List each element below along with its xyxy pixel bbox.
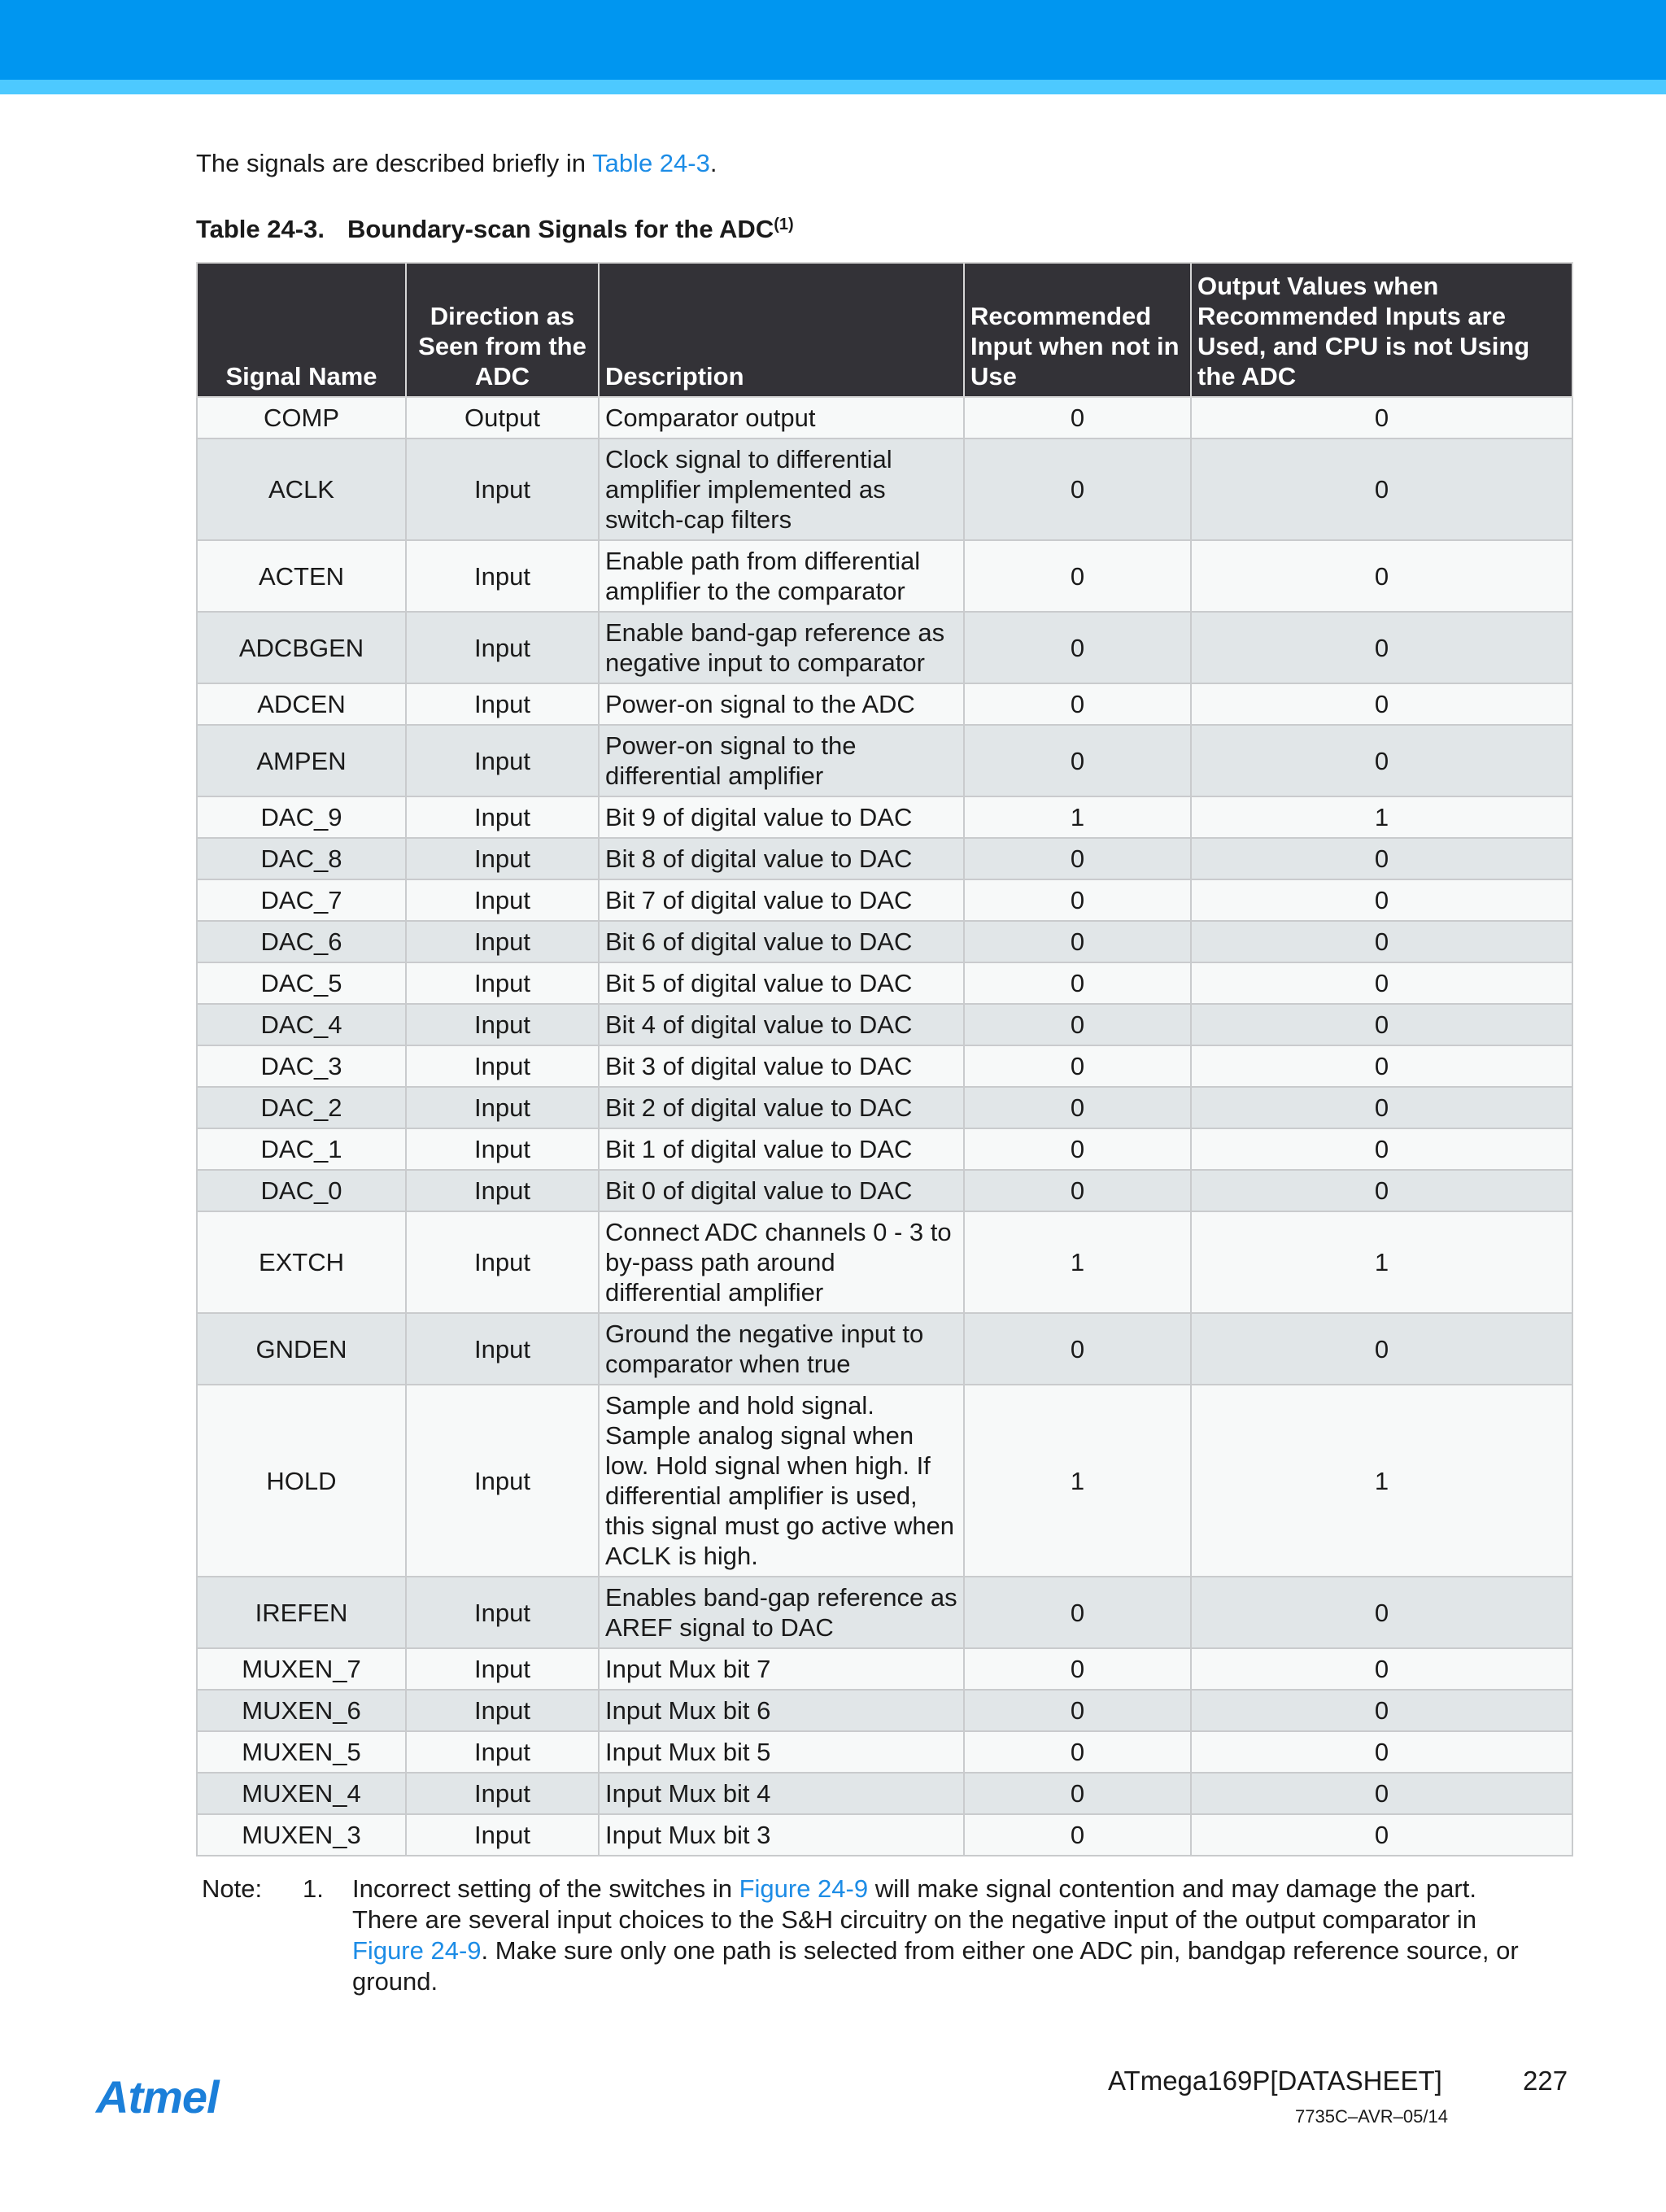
intro-period: . (709, 149, 717, 177)
table-row (197, 438, 1572, 540)
cell-signal-name: DAC_6 (197, 921, 406, 962)
cell-description: Input Mux bit 5 (599, 1731, 964, 1773)
cell-recommended-input: 1 (964, 796, 1191, 838)
cell-description: Bit 3 of digital value to DAC (599, 1045, 964, 1087)
cell-recommended-input: 0 (964, 1814, 1191, 1856)
cell-signal-name: GNDEN (197, 1313, 406, 1385)
cell-output-value: 0 (1191, 962, 1572, 1004)
cell-direction: Input (406, 1087, 599, 1128)
table-row (197, 1731, 1572, 1773)
cell-description: Power-on signal to the differential amplifier (599, 725, 964, 796)
cell-direction: Input (406, 1313, 599, 1385)
note-text (352, 1874, 1548, 1997)
figure-link[interactable]: Figure 24-9 (352, 1936, 482, 1965)
note-text-part: will make signal contention and may damage the part. There are several input choices to the S&H circuitry on the negative input of the output comparator in (352, 1874, 1476, 1934)
cell-description: Bit 5 of digital value to DAC (599, 962, 964, 1004)
cell-description: Bit 9 of digital value to DAC (599, 796, 964, 838)
table-row (197, 612, 1572, 683)
cell-output-value: 0 (1191, 1087, 1572, 1128)
cell-recommended-input: 0 (964, 1004, 1191, 1045)
cell-signal-name: DAC_8 (197, 838, 406, 879)
cell-signal-name: ADCBGEN (197, 612, 406, 683)
cell-direction: Input (406, 1690, 599, 1731)
cell-output-value: 0 (1191, 540, 1572, 612)
cell-output-value: 0 (1191, 1045, 1572, 1087)
cell-direction: Input (406, 962, 599, 1004)
footnote-ref: (1) (774, 216, 794, 233)
cell-recommended-input: 0 (964, 1648, 1191, 1690)
cell-recommended-input: 1 (964, 1385, 1191, 1577)
cell-direction: Input (406, 1004, 599, 1045)
header-output-values: Output Values when Recommended Inputs are Used, and CPU is not Using the ADC (1191, 263, 1572, 397)
table-row (197, 1170, 1572, 1211)
cell-recommended-input: 0 (964, 1731, 1191, 1773)
cell-direction: Input (406, 1814, 599, 1856)
cell-description: Input Mux bit 6 (599, 1690, 964, 1731)
cell-description: Bit 0 of digital value to DAC (599, 1170, 964, 1211)
cell-description: Input Mux bit 7 (599, 1648, 964, 1690)
cell-signal-name: DAC_3 (197, 1045, 406, 1087)
cell-recommended-input: 0 (964, 1045, 1191, 1087)
cell-recommended-input: 0 (964, 438, 1191, 540)
cell-description: Enables band-gap reference as AREF signal to DAC (599, 1577, 964, 1648)
table-row (197, 1648, 1572, 1690)
cell-recommended-input: 0 (964, 921, 1191, 962)
cell-direction: Input (406, 838, 599, 879)
cell-recommended-input: 0 (964, 1690, 1191, 1731)
cell-signal-name: EXTCH (197, 1211, 406, 1313)
table-row (197, 1313, 1572, 1385)
cell-output-value: 0 (1191, 838, 1572, 879)
cell-output-value: 0 (1191, 1773, 1572, 1814)
cell-description: Enable path from differential amplifier to the comparator (599, 540, 964, 612)
cell-signal-name: DAC_4 (197, 1004, 406, 1045)
cell-signal-name: DAC_2 (197, 1087, 406, 1128)
note-text-part: . Make sure only one path is selected from either one ADC pin, bandgap reference source, or ground. (352, 1936, 1519, 1996)
table-row (197, 1087, 1572, 1128)
table-row (197, 1577, 1572, 1648)
cell-signal-name: ACLK (197, 438, 406, 540)
cell-direction: Input (406, 1773, 599, 1814)
note-number: 1. (303, 1874, 324, 1903)
header-description: Description (599, 263, 964, 397)
table-row (197, 962, 1572, 1004)
cell-recommended-input: 0 (964, 612, 1191, 683)
cell-output-value: 1 (1191, 796, 1572, 838)
boundary-scan-table (196, 262, 1573, 1856)
cell-description: Bit 8 of digital value to DAC (599, 838, 964, 879)
cell-recommended-input: 0 (964, 1577, 1191, 1648)
cell-recommended-input: 0 (964, 962, 1191, 1004)
cell-recommended-input: 0 (964, 683, 1191, 725)
cell-output-value: 0 (1191, 725, 1572, 796)
cell-recommended-input: 0 (964, 1087, 1191, 1128)
table-row (197, 796, 1572, 838)
cell-direction: Input (406, 1045, 599, 1087)
cell-signal-name: DAC_9 (197, 796, 406, 838)
cell-signal-name: AMPEN (197, 725, 406, 796)
cell-direction: Input (406, 540, 599, 612)
cell-signal-name: DAC_1 (197, 1128, 406, 1170)
cell-signal-name: COMP (197, 397, 406, 438)
cell-description: Ground the negative input to comparator when true (599, 1313, 964, 1385)
intro-paragraph (196, 147, 717, 180)
cell-recommended-input: 1 (964, 1211, 1191, 1313)
cell-direction: Input (406, 796, 599, 838)
cell-output-value: 0 (1191, 612, 1572, 683)
logo-text: Atmel (96, 2071, 219, 2123)
cell-signal-name: MUXEN_3 (197, 1814, 406, 1856)
cell-direction: Output (406, 397, 599, 438)
table-number: Table 24-3. (196, 215, 325, 243)
cell-description: Sample and hold signal. Sample analog signal when low. Hold signal when high. If differential amplifier is used, this signal must go active when ACLK is high. (599, 1385, 964, 1577)
cell-output-value: 0 (1191, 1814, 1572, 1856)
table-caption (196, 213, 794, 246)
cell-signal-name: IREFEN (197, 1577, 406, 1648)
cell-output-value: 0 (1191, 921, 1572, 962)
header-stripe (0, 80, 1666, 94)
cell-recommended-input: 0 (964, 838, 1191, 879)
table-row (197, 838, 1572, 879)
cell-direction: Input (406, 1170, 599, 1211)
cell-recommended-input: 0 (964, 540, 1191, 612)
header-recommended-input: Recommended Input when not in Use (964, 263, 1191, 397)
cell-output-value: 1 (1191, 1385, 1572, 1577)
atmel-logo (96, 2070, 242, 2123)
cell-description: Connect ADC channels 0 - 3 to by-pass path around differential amplifier (599, 1211, 964, 1313)
cell-direction: Input (406, 1648, 599, 1690)
cell-signal-name: DAC_0 (197, 1170, 406, 1211)
table-row (197, 540, 1572, 612)
table-row (197, 879, 1572, 921)
cell-output-value: 0 (1191, 1004, 1572, 1045)
figure-link[interactable]: Figure 24-9 (739, 1874, 869, 1903)
header-bar (0, 0, 1666, 80)
cell-recommended-input: 0 (964, 397, 1191, 438)
cell-recommended-input: 0 (964, 1773, 1191, 1814)
table-header-row (197, 263, 1572, 397)
cell-signal-name: MUXEN_4 (197, 1773, 406, 1814)
cell-recommended-input: 0 (964, 725, 1191, 796)
cell-direction: Input (406, 725, 599, 796)
cell-direction: Input (406, 1128, 599, 1170)
table-row (197, 1128, 1572, 1170)
table-row (197, 683, 1572, 725)
table-row (197, 725, 1572, 796)
intro-text: The signals are described briefly in (196, 149, 593, 177)
table-row (197, 1773, 1572, 1814)
cell-description: Power-on signal to the ADC (599, 683, 964, 725)
cell-recommended-input: 0 (964, 879, 1191, 921)
table-row (197, 1045, 1572, 1087)
footer-doc-title: ATmega169P[DATASHEET] (1108, 2066, 1442, 2096)
cell-output-value: 0 (1191, 397, 1572, 438)
table-row (197, 397, 1572, 438)
cell-description: Bit 4 of digital value to DAC (599, 1004, 964, 1045)
cell-output-value: 0 (1191, 1648, 1572, 1690)
cell-output-value: 0 (1191, 683, 1572, 725)
cell-output-value: 0 (1191, 438, 1572, 540)
cell-signal-name: MUXEN_5 (197, 1731, 406, 1773)
table-body (197, 397, 1572, 1856)
footer-doc-code: 7735C–AVR–05/14 (1295, 2106, 1448, 2127)
cell-direction: Input (406, 438, 599, 540)
footer-page-number: 227 (1523, 2066, 1568, 2096)
cell-description: Bit 1 of digital value to DAC (599, 1128, 964, 1170)
cell-output-value: 0 (1191, 1170, 1572, 1211)
cell-output-value: 0 (1191, 1690, 1572, 1731)
cell-description: Bit 7 of digital value to DAC (599, 879, 964, 921)
cell-signal-name: HOLD (197, 1385, 406, 1577)
cell-direction: Input (406, 921, 599, 962)
table-row (197, 1385, 1572, 1577)
cell-direction: Input (406, 1211, 599, 1313)
cell-output-value: 0 (1191, 1731, 1572, 1773)
cell-description: Bit 6 of digital value to DAC (599, 921, 964, 962)
cell-output-value: 1 (1191, 1211, 1572, 1313)
note-text-part: Incorrect setting of the switches in (352, 1874, 739, 1903)
table-link[interactable]: Table 24-3 (592, 149, 710, 177)
cell-description: Input Mux bit 3 (599, 1814, 964, 1856)
cell-recommended-input: 0 (964, 1170, 1191, 1211)
header-signal-name: Signal Name (197, 263, 406, 397)
cell-direction: Input (406, 879, 599, 921)
cell-description: Input Mux bit 4 (599, 1773, 964, 1814)
table-row (197, 1211, 1572, 1313)
cell-description: Comparator output (599, 397, 964, 438)
table-title: Boundary-scan Signals for the ADC (347, 215, 774, 243)
cell-signal-name: MUXEN_6 (197, 1690, 406, 1731)
cell-direction: Input (406, 1577, 599, 1648)
cell-recommended-input: 0 (964, 1313, 1191, 1385)
cell-direction: Input (406, 683, 599, 725)
cell-signal-name: DAC_5 (197, 962, 406, 1004)
table-row (197, 1690, 1572, 1731)
table-row (197, 921, 1572, 962)
cell-output-value: 0 (1191, 879, 1572, 921)
cell-direction: Input (406, 612, 599, 683)
cell-signal-name: ACTEN (197, 540, 406, 612)
cell-signal-name: ADCEN (197, 683, 406, 725)
cell-output-value: 0 (1191, 1577, 1572, 1648)
table-row (197, 1004, 1572, 1045)
cell-direction: Input (406, 1731, 599, 1773)
header-direction: Direction as Seen from the ADC (406, 263, 599, 397)
cell-signal-name: DAC_7 (197, 879, 406, 921)
note-label: Note: (202, 1874, 263, 1903)
cell-direction: Input (406, 1385, 599, 1577)
table-row (197, 1814, 1572, 1856)
cell-description: Clock signal to differential amplifier implemented as switch-cap filters (599, 438, 964, 540)
cell-recommended-input: 0 (964, 1128, 1191, 1170)
cell-output-value: 0 (1191, 1313, 1572, 1385)
cell-description: Bit 2 of digital value to DAC (599, 1087, 964, 1128)
cell-output-value: 0 (1191, 1128, 1572, 1170)
cell-description: Enable band-gap reference as negative input to comparator (599, 612, 964, 683)
cell-signal-name: MUXEN_7 (197, 1648, 406, 1690)
